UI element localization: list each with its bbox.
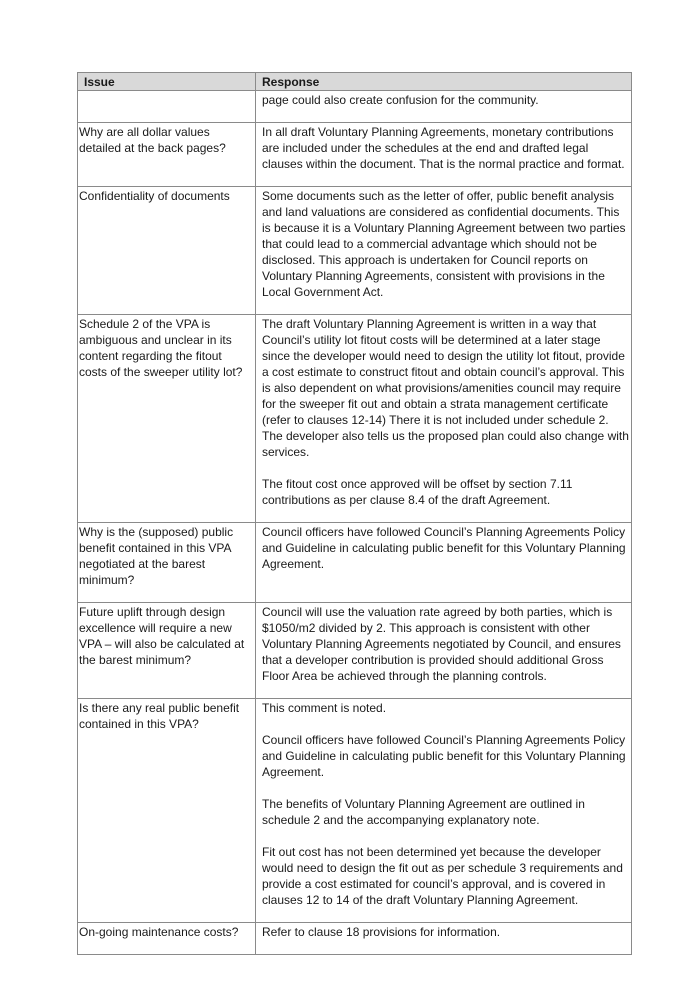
response-paragraph: The fitout cost once approved will be offset by section 7.11 contributions as per clause 8.4 of the draft Agreement. (262, 477, 573, 507)
table-header (78, 73, 632, 91)
issue-cell (78, 91, 256, 123)
response-paragraph: Some documents such as the letter of offer, public benefit analysis and land valuations are considered as confidential documents. This is because it is a Voluntary Planning Agreement between two parties that could lead to a commercial advantage which should not be disclosed. This approach is undertaken for Council reports on Voluntary Planning Agreements, consistent with provisions in the Local Government Act. (262, 189, 626, 299)
table-row (78, 91, 632, 123)
response-paragraph: Refer to clause 18 provisions for information. (262, 925, 501, 939)
issue-cell: Future uplift through design excellence will require a new VPA – will also be calculated at the barest minimum? (78, 603, 256, 699)
issue-cell: Confidentiality of documents (78, 187, 256, 315)
issues-response-table (77, 72, 632, 955)
table-row (78, 315, 632, 523)
response-cell (256, 91, 632, 123)
table-row (78, 699, 632, 923)
response-paragraph: This comment is noted. (262, 701, 387, 715)
response-cell (256, 603, 632, 699)
response-paragraph: Council will use the valuation rate agreed by both parties, which is $1050/m2 divided by 2. This approach is consistent with other Voluntary Planning Agreements negotiated by Council, and ensures that a developer contribution is provided should additional Gross Floor Area be achieved through the planning controls. (262, 605, 621, 683)
issue-column-header: Issue (78, 73, 256, 91)
table-row (78, 923, 632, 955)
table-row (78, 603, 632, 699)
table-row (78, 123, 632, 187)
issue-cell: Why are all dollar values detailed at the back pages? (78, 123, 256, 187)
header-row (78, 73, 632, 91)
response-paragraph: In all draft Voluntary Planning Agreements, monetary contributions are included under the schedules at the end and drafted legal clauses within the document. That is the normal practice and format. (262, 125, 625, 171)
response-cell (256, 923, 632, 955)
response-cell (256, 523, 632, 603)
table-row (78, 523, 632, 603)
issue-cell: Why is the (supposed) public benefit contained in this VPA negotiated at the barest minimum? (78, 523, 256, 603)
table-body (78, 91, 632, 955)
issue-cell: On-going maintenance costs? (78, 923, 256, 955)
response-cell (256, 187, 632, 315)
response-cell (256, 315, 632, 523)
response-paragraph: Fit out cost has not been determined yet because the developer would need to design the fit out as per schedule 3 requirements and provide a cost estimated for council’s approval, and is covered in clauses 12 to 14 of the draft Voluntary Planning Agreement. (262, 845, 623, 907)
response-paragraph: Council officers have followed Council’s Planning Agreements Policy and Guideline in calculating public benefit for this Voluntary Planning Agreement. (262, 733, 626, 779)
response-cell (256, 123, 632, 187)
issue-cell: Schedule 2 of the VPA is ambiguous and unclear in its content regarding the fitout costs of the sweeper utility lot? (78, 315, 256, 523)
response-paragraph: The benefits of Voluntary Planning Agreement are outlined in schedule 2 and the accompanying explanatory note. (262, 797, 585, 827)
response-column-header: Response (256, 73, 632, 91)
table-row (78, 187, 632, 315)
response-paragraph: The draft Voluntary Planning Agreement is written in a way that Council’s utility lot fitout costs will be determined at a later stage since the developer would need to design the utility lot fitout, provide a cost estimate to construct fitout and obtain council’s approval. This is also dependent on what provisions/amenities council may require for the sweeper fit out and obtain a strata management certificate (refer to clauses 12-14) There it is not included under schedule 2. The developer also tells us the proposed plan could also change with services. (262, 317, 629, 459)
response-paragraph: page could also create confusion for the community. (262, 93, 539, 107)
response-cell (256, 699, 632, 923)
response-paragraph: Council officers have followed Council’s Planning Agreements Policy and Guideline in calculating public benefit for this Voluntary Planning Agreement. (262, 525, 626, 571)
issue-cell: Is there any real public benefit contained in this VPA? (78, 699, 256, 923)
